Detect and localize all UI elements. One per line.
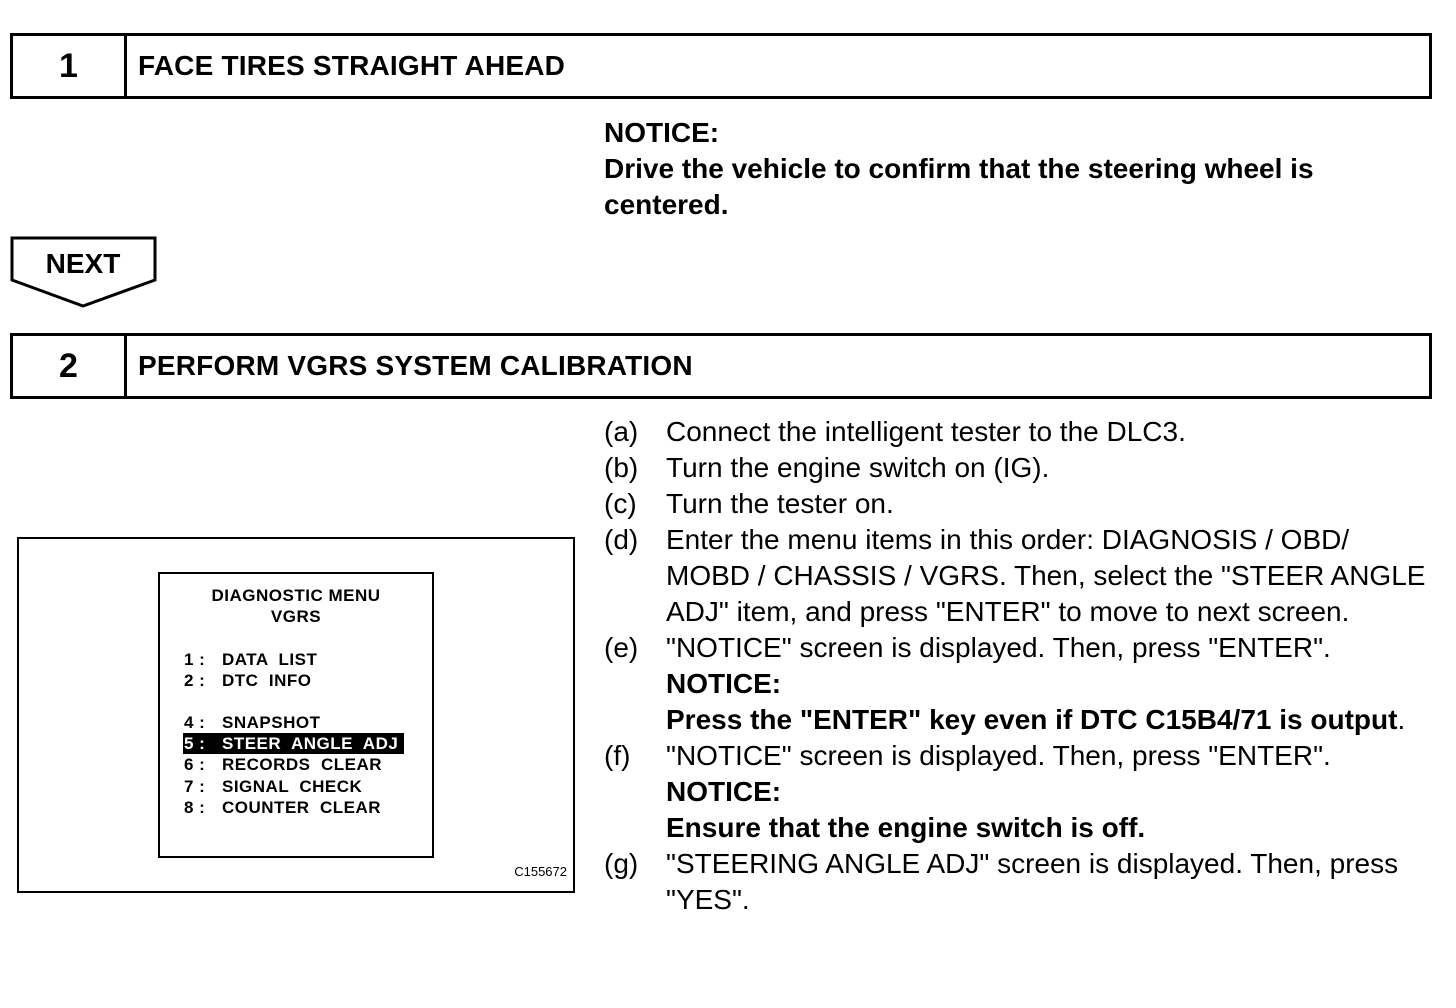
notice-text: Drive the vehicle to confirm that the steering wheel is centered. [604,153,1314,220]
menu-item-number: 7 : [184,777,206,796]
item-text: "STEERING ANGLE ADJ" screen is displayed. Then, press "YES". [666,848,1399,915]
step-1-header [10,33,1432,99]
notice-block [604,115,1404,223]
next-arrow [10,236,160,310]
item-text: Connect the intelligent tester to the DLC3. [666,416,1186,447]
item-letter: (c) [604,488,637,519]
menu-item-label: SNAPSHOT [222,713,321,732]
item-letter: (f) [604,740,631,771]
procedure-item [604,522,1434,630]
menu-item [184,712,320,733]
next-label: NEXT [45,248,121,279]
menu-item-number: 1 : [184,650,206,669]
item-letter: (g) [604,848,639,879]
procedure-item [604,414,1434,450]
figure-id: C155672 [514,864,567,879]
menu-item-label: RECORDS CLEAR [222,755,383,774]
menu-item-label: SIGNAL CHECK [222,777,363,796]
item-notice-heading: NOTICE: [666,668,782,699]
screen-subtitle: VGRS [270,607,322,626]
item-notice-trailing: . [1397,704,1406,735]
menu-item [184,776,362,797]
item-text: Turn the tester on. [666,488,894,519]
step-title: FACE TIRES STRAIGHT AHEAD [138,50,566,81]
procedure-item [604,630,1434,738]
tester-screen [158,572,434,858]
screen-title: DIAGNOSTIC MENU [211,586,381,605]
menu-item [184,797,381,818]
item-text: Turn the engine switch on (IG). [666,452,1050,483]
item-letter: (d) [604,524,639,555]
menu-item [184,670,312,691]
menu-item-number: 5 : [184,734,206,753]
menu-item-number: 6 : [184,755,206,774]
item-notice-heading: NOTICE: [666,776,782,807]
menu-item-number: 2 : [184,671,206,690]
tester-screen-figure [17,537,575,893]
item-text: "NOTICE" screen is displayed. Then, press "ENTER". [666,632,1331,663]
step-number: 2 [13,336,127,396]
menu-item-label: DTC INFO [222,671,312,690]
menu-item-label: STEER ANGLE ADJ [222,734,399,753]
procedure-item [604,846,1434,918]
procedure-item [604,486,1434,522]
menu-item-number: 8 : [184,798,206,817]
item-notice-text: Press the "ENTER" key even if DTC C15B4/71 is output [666,704,1398,735]
procedure-item [604,738,1434,846]
menu-item-number: 4 : [184,713,206,732]
menu-item [184,649,317,670]
step-2-header [10,333,1432,399]
item-letter: (a) [604,416,639,447]
menu-item-label: DATA LIST [222,650,318,669]
item-notice-text: Ensure that the engine switch is off. [666,812,1146,843]
item-text: Enter the menu items in this order: DIAGNOSIS / OBD/ MOBD / CHASSIS / VGRS. Then, select the "STEER ANGLE ADJ" item, and press "ENTER" to move to next screen. [666,524,1426,627]
item-letter: (b) [604,452,639,483]
item-letter: (e) [604,632,639,663]
step-title: PERFORM VGRS SYSTEM CALIBRATION [138,350,693,381]
menu-item [184,754,382,775]
menu-item-label: COUNTER CLEAR [222,798,382,817]
step-number: 1 [13,36,127,96]
procedure-list [604,414,1434,918]
item-text: "NOTICE" screen is displayed. Then, press "ENTER". [666,740,1331,771]
menu-item-selected [183,733,404,754]
notice-heading: NOTICE: [604,117,720,148]
procedure-item [604,450,1434,486]
